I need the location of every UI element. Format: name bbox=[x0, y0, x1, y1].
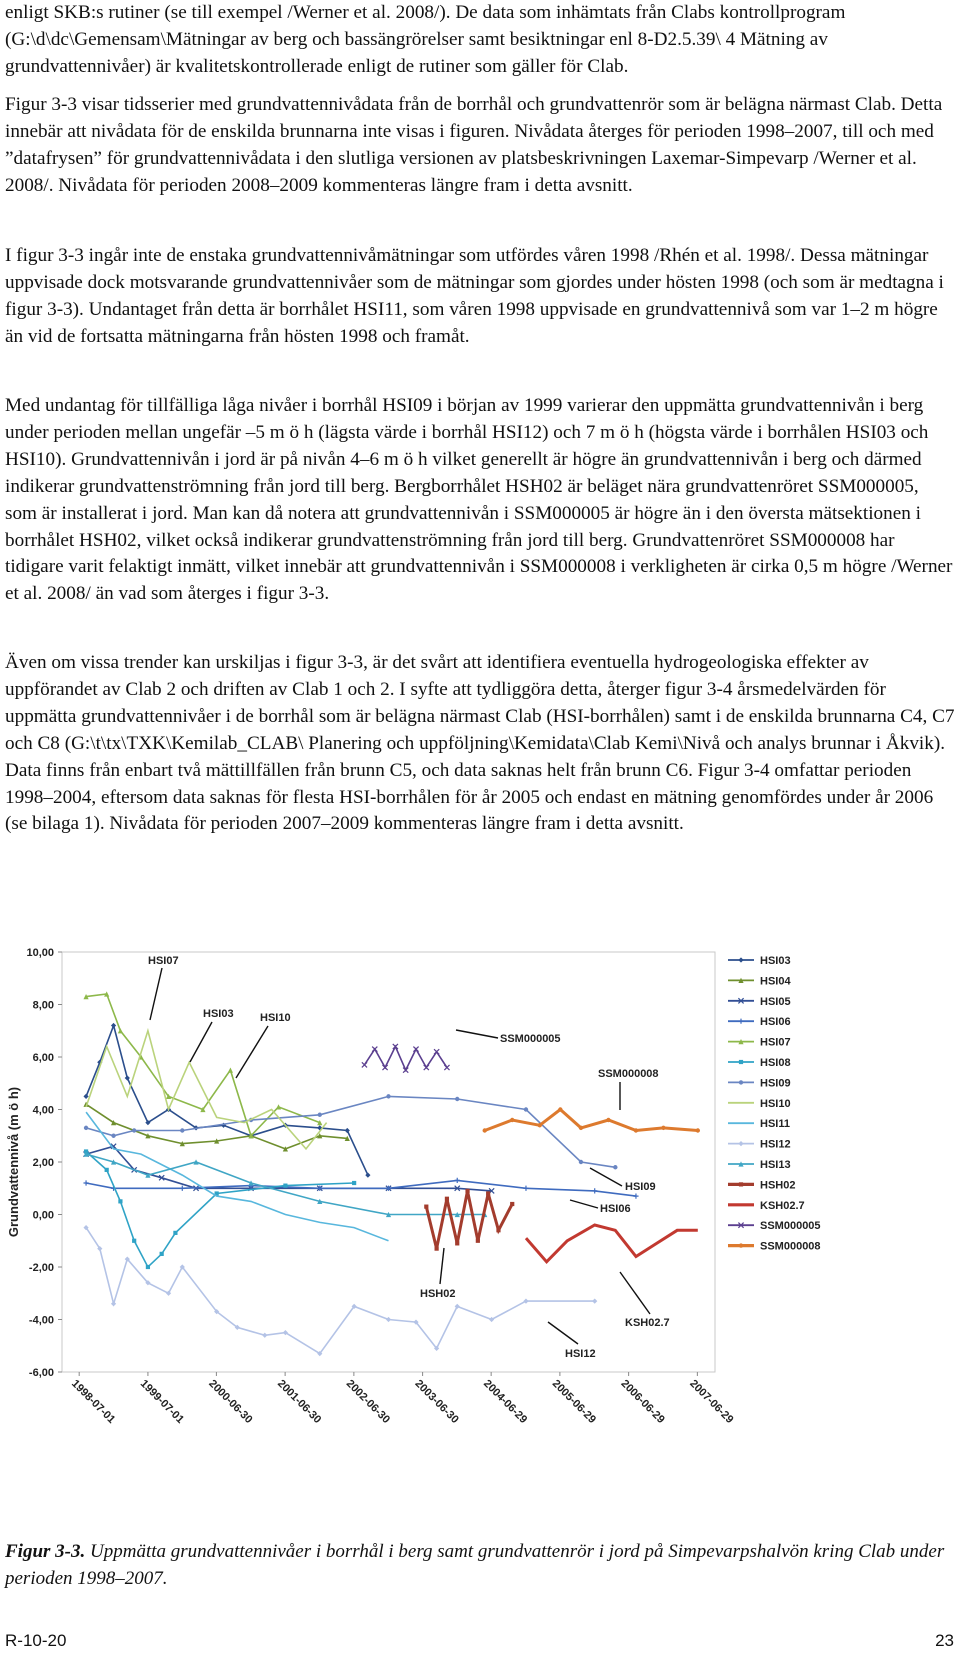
x-tick-label: 2003-06-30 bbox=[412, 1377, 461, 1426]
y-tick-label: 0,00 bbox=[32, 1209, 54, 1222]
data-point bbox=[738, 1019, 743, 1024]
data-point bbox=[558, 1107, 562, 1111]
data-point bbox=[483, 1128, 487, 1132]
data-point bbox=[318, 1113, 322, 1117]
data-point bbox=[524, 1107, 528, 1111]
x-tick-label: 2007-06-29 bbox=[687, 1377, 736, 1426]
annotation-label: HSI06 bbox=[600, 1203, 631, 1215]
data-point bbox=[739, 1080, 743, 1084]
data-point bbox=[613, 1165, 617, 1169]
data-point bbox=[111, 1134, 115, 1138]
y-tick-label: -2,00 bbox=[28, 1262, 54, 1274]
data-point bbox=[283, 1184, 287, 1188]
data-point bbox=[352, 1181, 356, 1185]
legend-label: HSI06 bbox=[760, 1016, 791, 1029]
data-point bbox=[386, 1094, 390, 1098]
data-point bbox=[579, 1160, 583, 1164]
annotation-label: HSI09 bbox=[625, 1181, 656, 1193]
x-tick-label: 2001-06-30 bbox=[275, 1377, 324, 1426]
paragraph-text: Med undantag för tillfälliga låga nivåer i borrhål HSI09 i början av 1999 varierar den uppmätta grundvattennivån i berg under perioden mellan ungefär –5 m ö h (lägsta värde i borrhål HSI12) och 7 m ö h (högsta värde i borrhålen HSI03 och HSI10). Grundvattennivån i jord är på nivån 4–6 m ö h vilket generellt är högre än grundvattennivån i berg och därmed indikerar grundvattenströmning från jord till berg. Bergborrhålet HSH02 är beläget nära grundvattenröret SSM000005, som är installerat i jord. Man kan då notera att grundvattennivån i SSM000005 är högre än i den översta mätsektionen i borrhålet HSH02, vilket också indikerar grundvattenströmning från jord till berg. Grundvattenröret SSM000008 har tidigare varit felaktigt inmätt, vilket innebär att grundvattennivån i SSM000008 i verkligheten är cirka 0,5 m högre /Werner et al. 2008/ än vad som återges i figur 3-3. bbox=[5, 395, 953, 605]
x-tick-label: 1999-07-01 bbox=[137, 1377, 187, 1426]
annotation-label: HSH02 bbox=[420, 1288, 456, 1300]
annotation-label: HSI03 bbox=[203, 1008, 234, 1020]
data-point bbox=[739, 1060, 743, 1064]
legend-label: HSI11 bbox=[760, 1118, 790, 1131]
x-tick-label: 2002-06-30 bbox=[343, 1377, 393, 1426]
legend-label: HSI03 bbox=[760, 955, 791, 967]
annotation-label: SSM000005 bbox=[500, 1033, 561, 1045]
data-point bbox=[510, 1202, 514, 1206]
data-point bbox=[738, 1141, 743, 1146]
data-point bbox=[496, 1228, 500, 1232]
paragraph-text: enligt SKB:s rutiner (se till exempel /Werner et al. 2008/). De data som inhämtats från Clabs kontrollprogram (G:\d\dc\Gemensam\Mätningar av berg och bassängrörelser samt besiktningar enl 8-D2.5.39\ 4 Mätning av grundvattennivåer) är kvalitetskontrollerade enligt de rutiner som gäller för Clab. bbox=[5, 2, 846, 77]
page-number: 23 bbox=[935, 1631, 954, 1650]
data-point bbox=[476, 1239, 480, 1243]
x-tick-label: 2000-06-30 bbox=[206, 1377, 255, 1426]
data-point bbox=[465, 1189, 469, 1193]
y-tick-label: -4,00 bbox=[28, 1314, 54, 1327]
data-point bbox=[739, 1182, 743, 1186]
body-paragraph bbox=[5, 650, 955, 838]
plot-area bbox=[62, 952, 715, 1372]
report-id: R-10-20 bbox=[5, 1631, 67, 1650]
data-point bbox=[173, 1231, 177, 1235]
annotation-label: HSI10 bbox=[260, 1012, 291, 1024]
legend-label: HSI13 bbox=[760, 1159, 791, 1171]
legend-label: HSH02 bbox=[760, 1179, 796, 1192]
x-tick-label: 2005-06-29 bbox=[549, 1377, 599, 1426]
y-tick-label: 10,00 bbox=[26, 947, 54, 959]
annotation-label: HSI07 bbox=[148, 955, 179, 967]
data-point bbox=[455, 1241, 459, 1245]
body-paragraph bbox=[5, 243, 955, 351]
body-paragraph bbox=[5, 393, 955, 608]
data-point bbox=[160, 1252, 164, 1256]
data-point bbox=[84, 1126, 88, 1130]
y-tick-label: 4,00 bbox=[32, 1104, 54, 1117]
body-paragraph bbox=[5, 0, 955, 81]
data-point bbox=[424, 1205, 428, 1209]
legend-label: HSI09 bbox=[760, 1077, 791, 1090]
data-point bbox=[445, 1197, 449, 1201]
y-axis-label: Grundvattennivå (m ö h) bbox=[6, 1086, 21, 1238]
figure-caption bbox=[5, 1538, 955, 1592]
data-point bbox=[118, 1199, 122, 1203]
y-tick-label: -6,00 bbox=[28, 1367, 54, 1379]
legend-label: HSI05 bbox=[760, 995, 791, 1008]
data-point bbox=[538, 1123, 542, 1127]
legend-label: KSH02.7 bbox=[760, 1199, 805, 1212]
data-point bbox=[739, 1243, 743, 1247]
paragraph-text: Även om vissa trender kan urskiljas i figur 3-3, är det svårt att identifiera eventuella hydrogeologiska effekter av uppförandet av Clab 2 och driften av Clab 1 och 2. I syfte att tydliggöra detta, återger figur 3-4 årsmedelvärden för uppmätta grundvattennivåer i de borrhål som är belägna närmast Clab (HSI-borrhålen) samt i de enskilda brunnarna C4, C7 och C8 (G:\t\tx\TXK\Kemilab_CLAB\ Planering och uppföljning\Kemidata\Clab Kemi\Nivå och analys brunnar i Åkvik). Data finns från enbart två mättillfällen från brunn C5, och data saknas helt från brunn C6. Figur 3-4 omfattar perioden 1998–2004, eftersom data saknas för flesta HSI-borrhålen för år 2005 och endast en mätning genomfördes under år 2006 (se bilaga 1). Nivådata för perioden 2007–2009 kommenteras längre fram i detta avsnitt. bbox=[5, 652, 955, 835]
annotation-label: HSI12 bbox=[565, 1348, 596, 1360]
paragraph-text: Figur 3-3 visar tidsserier med grundvattennivådata från de borrhål och grundvattenrör som är belägna närmast Clab. Detta innebär att nivådata för de enskilda brunnarna inte visas i figuren. Nivådata återges för perioden 1998–2007, till och med ”datafrysen” för grundvattennivådata i den slutliga versionen av platsbeskrivningen Laxemar-Simpevarp /Werner et al. 2008/. Nivådata för perioden 2008–2009 kommenteras längre fram i detta avsnitt. bbox=[5, 94, 943, 196]
data-point bbox=[738, 957, 743, 962]
legend-label: SSM000005 bbox=[760, 1220, 821, 1233]
legend-label: SSM000008 bbox=[760, 1240, 821, 1253]
data-point bbox=[435, 1247, 439, 1251]
annotation-label: SSM000008 bbox=[598, 1068, 659, 1080]
groundwater-level-chart bbox=[0, 932, 960, 1532]
paragraph-text: I figur 3-3 ingår inte de enstaka grundvattennivåmätningar som utfördes våren 1998 /Rhén et al. 1998/. Dessa mätningar uppvisade dock motsvarande grundvattennivåer som de mätningar som gjordes under hösten 1998 (och som är medtagna i figur 3-3). Undantaget från detta är borrhålet HSI11, som våren 1998 uppvisade en grundvattennivå som var 1–2 m högre än vid de fortsatta mätningarna från hösten 1998 och framåt. bbox=[5, 245, 944, 347]
data-point bbox=[634, 1128, 638, 1132]
data-point bbox=[146, 1265, 150, 1269]
data-point bbox=[606, 1118, 610, 1122]
data-point bbox=[510, 1118, 514, 1122]
data-point bbox=[455, 1097, 459, 1101]
x-tick-label: 1998-07-01 bbox=[69, 1377, 118, 1426]
y-tick-label: 6,00 bbox=[32, 1052, 54, 1064]
data-point bbox=[132, 1128, 136, 1132]
data-point bbox=[105, 1168, 109, 1172]
data-point bbox=[661, 1126, 665, 1130]
data-point bbox=[132, 1239, 136, 1243]
y-tick-label: 2,00 bbox=[32, 1157, 54, 1169]
legend-label: HSI10 bbox=[760, 1097, 791, 1110]
legend-label: HSI04 bbox=[760, 975, 791, 988]
data-point bbox=[180, 1128, 184, 1132]
legend-label: HSI12 bbox=[760, 1138, 791, 1151]
annotation-label: KSH02.7 bbox=[625, 1317, 670, 1329]
x-tick-label: 2006-06-29 bbox=[618, 1377, 667, 1426]
caption-label: Figur 3-3. bbox=[5, 1541, 86, 1562]
legend-label: HSI08 bbox=[760, 1057, 791, 1069]
data-point bbox=[486, 1191, 490, 1195]
legend-label: HSI07 bbox=[760, 1036, 791, 1049]
body-paragraph bbox=[5, 92, 955, 200]
caption-text: Uppmätta grundvattennivåer i borrhål i berg samt grundvattenrör i jord på Simpevarpshalvön kring Clab under perioden 1998–2007. bbox=[5, 1541, 945, 1589]
x-tick-label: 2004-06-29 bbox=[481, 1377, 530, 1426]
data-point bbox=[696, 1128, 700, 1132]
data-point bbox=[579, 1126, 583, 1130]
y-tick-label: 8,00 bbox=[32, 999, 54, 1012]
